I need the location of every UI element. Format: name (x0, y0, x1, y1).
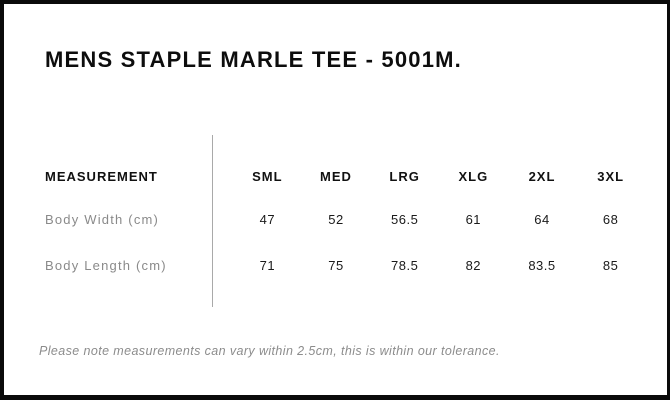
size-column-header-3xl: 3XL (597, 169, 625, 184)
cell-value: 47 (259, 212, 276, 227)
cell-value: 52 (328, 212, 344, 227)
measurement-column-header: MEASUREMENT (45, 169, 158, 184)
tolerance-note: Please note measurements can vary within 2.5cm, this is within our tolerance. (39, 344, 500, 358)
row-label: Body Length (cm) (45, 258, 167, 273)
size-chart-table (45, 135, 645, 307)
cell-value: 83.5 (528, 258, 556, 273)
size-column-header-med: MED (320, 169, 352, 184)
cell-value: 68 (602, 212, 619, 227)
cell-value: 75 (328, 258, 344, 273)
row-label: Body Width (cm) (45, 212, 160, 227)
cell-value: 56.5 (391, 212, 419, 227)
cell-value: 78.5 (391, 258, 419, 273)
size-column-header-xlg: XLG (458, 169, 489, 184)
cell-value: 64 (534, 212, 550, 227)
table-row-body-length (45, 258, 645, 274)
size-column-header-2xl: 2XL (528, 169, 556, 184)
cell-value: 85 (602, 258, 619, 273)
table-row-body-width (45, 212, 645, 228)
table-header-row (45, 169, 645, 185)
cell-value: 71 (259, 258, 276, 273)
size-column-header-lrg: LRG (389, 169, 420, 184)
size-column-header-sml: SML (252, 169, 283, 184)
cell-value: 82 (465, 258, 482, 273)
cell-value: 61 (465, 212, 482, 227)
page-title: MENS STAPLE MARLE TEE - 5001M. (45, 47, 462, 72)
